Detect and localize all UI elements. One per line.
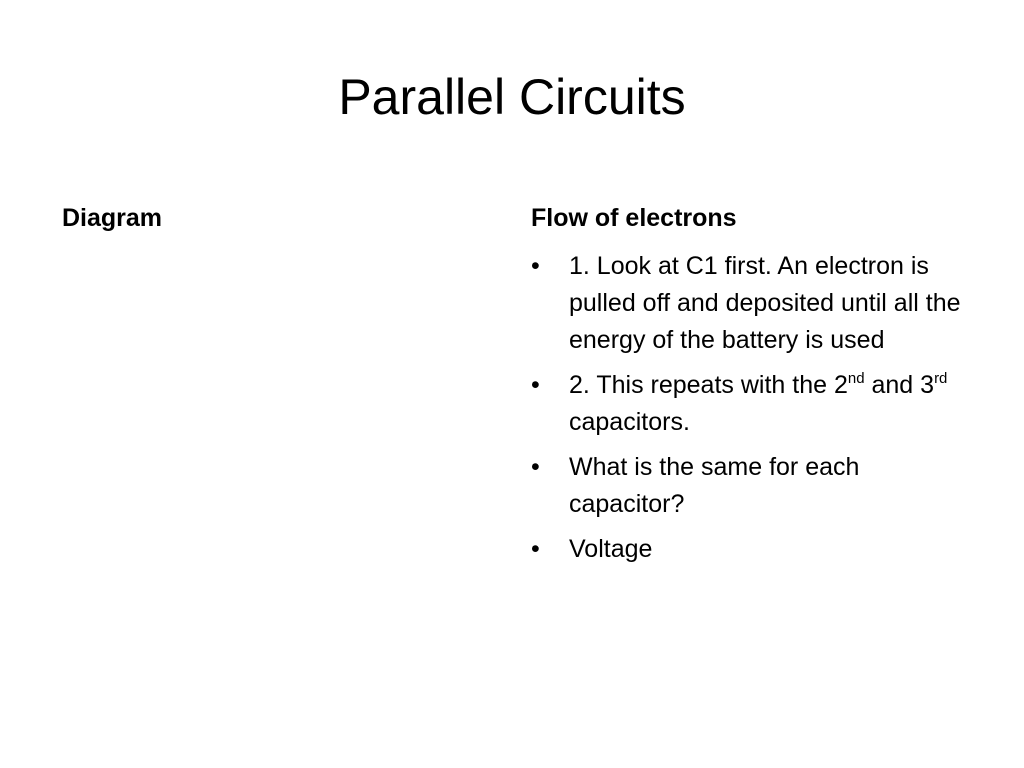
- bullet-dot-icon: •: [531, 252, 540, 280]
- superscript-nd: nd: [847, 370, 865, 387]
- bullet-dot-icon: •: [531, 453, 540, 481]
- bullet-text-part: 2. This repeats with the 2: [569, 371, 848, 399]
- flow-of-electrons-heading: Flow of electrons: [531, 204, 737, 232]
- bullet-text: [569, 371, 947, 436]
- bullet-dot-icon: •: [531, 535, 540, 563]
- bullet-item: [531, 248, 971, 359]
- bullet-text: 1. Look at C1 first. An electron is pulled off and deposited until all the energy of the battery is used: [569, 252, 961, 354]
- bullet-text: What is the same for each capacitor?: [569, 453, 860, 518]
- bullet-dot-icon: •: [531, 371, 540, 399]
- bullet-item: [531, 449, 971, 523]
- bullet-text-part: capacitors.: [569, 408, 690, 436]
- superscript-rd: rd: [934, 370, 948, 387]
- bullet-item: [531, 531, 971, 568]
- bullet-text: Voltage: [569, 535, 653, 563]
- bullet-item: [531, 367, 971, 441]
- slide-title: Parallel Circuits: [338, 69, 686, 125]
- bullet-list: [531, 248, 971, 576]
- bullet-text-part: and 3: [864, 371, 935, 399]
- diagram-heading: Diagram: [62, 204, 163, 232]
